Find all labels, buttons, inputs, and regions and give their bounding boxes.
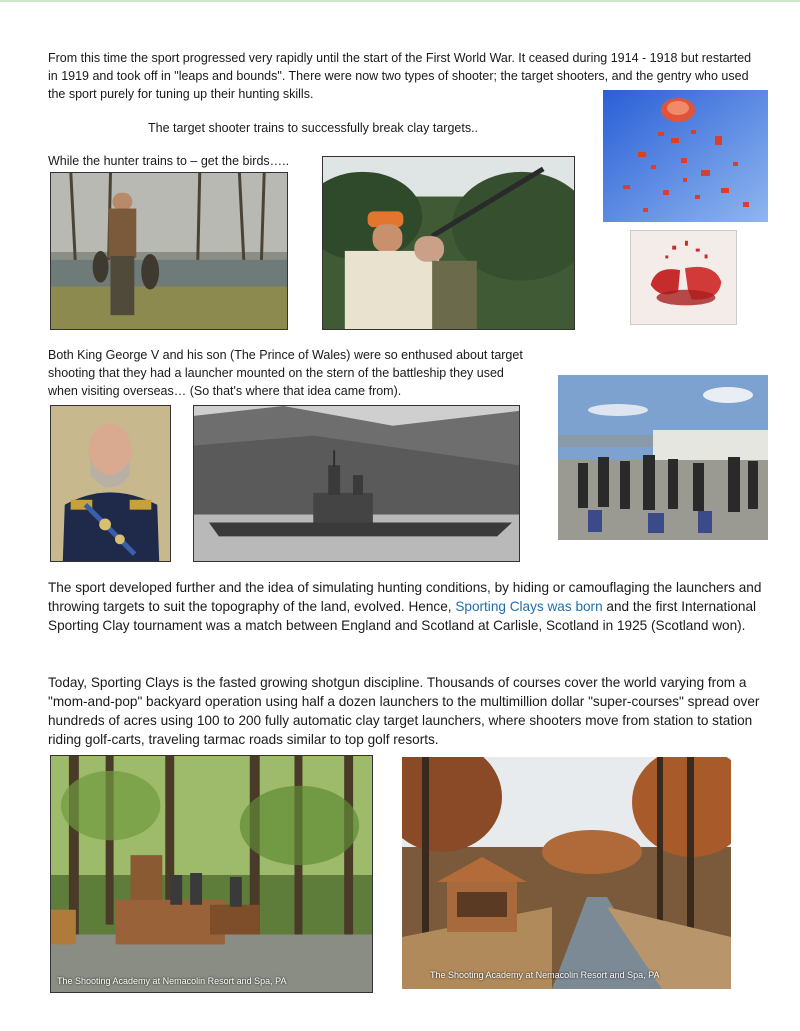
clay-targets-sky-image <box>603 90 768 222</box>
forest-shooting-deck-image <box>50 755 373 993</box>
paragraph-history: From this time the sport progressed very rapidly until the start of the First World War. It ceased during 1914 - 1918 but restarted in 1919 and took off in "leaps and bounds". There were now two types of shooter; the target shooters, and the gentry who used the sport purely for tuning up their hunting skills. <box>48 51 752 101</box>
paragraph-king-george: Both King George V and his son (The Prince of Wales) were so enthused about target shooting that they had a launcher mounted on the stern of the battleship they used when visiting overseas… (So that's where that idea came from). <box>48 348 523 398</box>
sporting-clays-link[interactable]: Sporting Clays was born <box>455 599 603 614</box>
sporting-clays-text-after: and the first International Sporting Clay tournament was a match between England and Scotland at Carlisle, Scotland in 1925 (Scotland won). <box>48 599 757 633</box>
gazebo-road-image <box>402 757 731 989</box>
hunter-with-birds-image <box>50 172 288 330</box>
battleship-image <box>193 405 520 562</box>
paragraph-hunter: While the hunter trains to – get the birds….. <box>48 154 290 168</box>
paragraph-target-shooter: The target shooter trains to successfully break clay targets.. <box>148 121 479 135</box>
gazebo-road-caption: The Shooting Academy at Nemacolin Resort and Spa, PA <box>430 970 660 980</box>
broken-clay-target-image <box>630 230 737 325</box>
paragraph-sporting-clays-history <box>48 578 763 635</box>
shooters-aiming-image <box>322 156 575 330</box>
top-border-line <box>0 0 800 2</box>
forest-deck-caption: The Shooting Academy at Nemacolin Resort and Spa, PA <box>57 976 287 986</box>
king-george-portrait-image <box>50 405 171 562</box>
sporting-clays-text-before: The sport developed further and the idea of simulating hunting conditions, by hiding or camouflaging the launchers and throwing targets to suit the topography of the land, evolved. Hence, <box>48 580 762 614</box>
paragraph-today: Today, Sporting Clays is the fasted growing shotgun discipline. Thousands of courses cover the world varying from a "mom-and-pop" backyard operation using half a dozen launchers to the multimillion dollar "super-courses" spread over hundreds of acres using 100 to 200 fully automatic clay target launchers, where shooters move from station to station riding golf-carts, traveling tarmac roads similar to top golf resorts. <box>48 675 760 747</box>
ship-deck-shooting-image <box>558 375 768 540</box>
